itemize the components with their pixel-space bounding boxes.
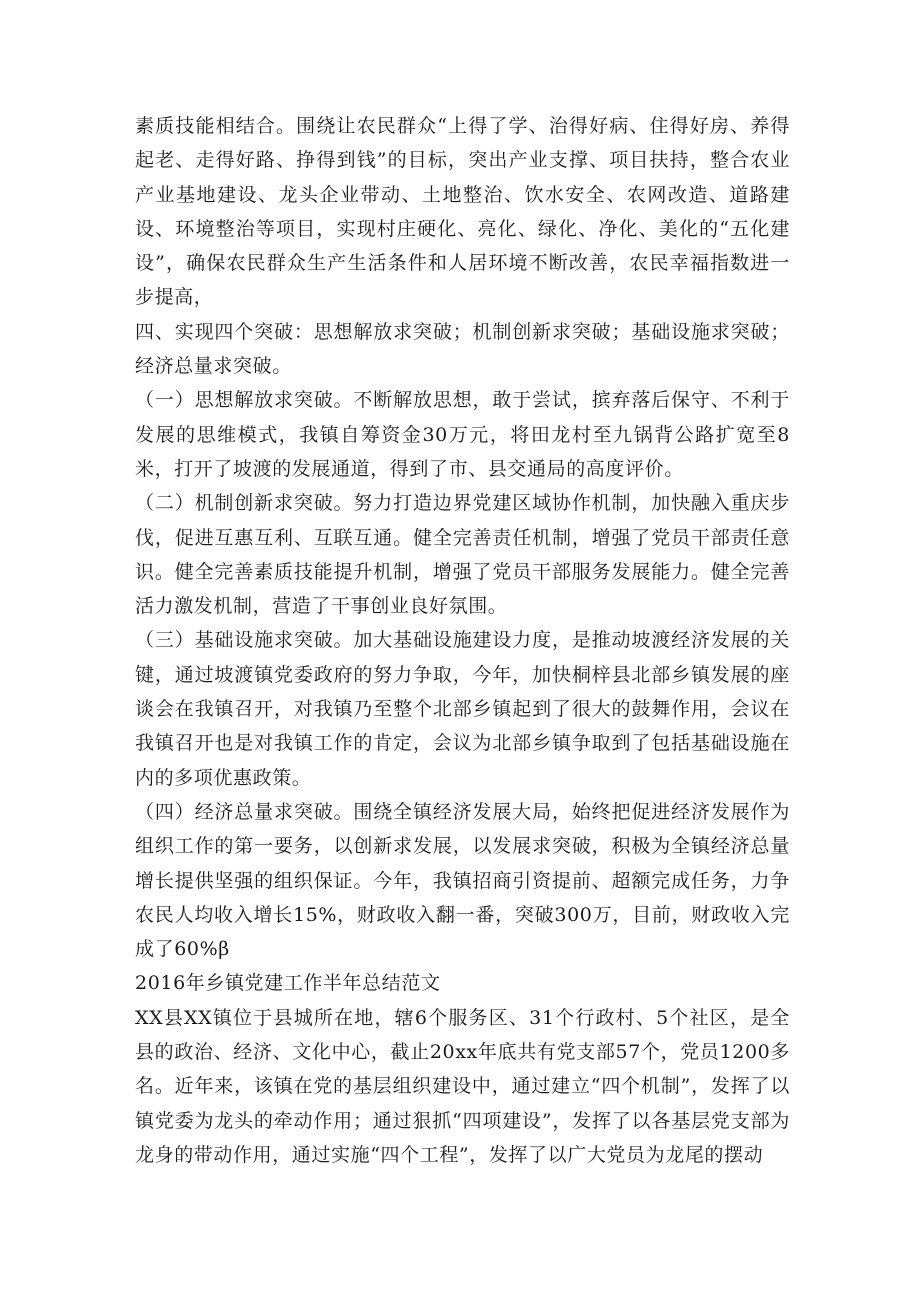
paragraph-town-overview: XX县XX镇位于县城所在地，辖6个服务区、31个行政村、5个社区，是全县的政治、经济、文化中心，截止20xx年底共有党支部57个，党员1200多名。近年来，该镇在党的基层组织建设中，通过建立“四个机制”，发挥了以镇党委为龙头的牵动作用；通过狠抓“四项建设”，发挥了以各基层党支部为龙身的带动作用，通过实施“四个工程”，发挥了以广大党员为龙尾的摆动 — [135, 1006, 790, 1166]
paragraph-thought-liberation: （一）思想解放求突破。不断解放思想，敢于尝试，摈弃落后保守、不利于发展的思维模式，我镇自筹资金30万元，将田龙村至九锅背公路扩宽至8米，打开了坡渡的发展通道，得到了市、县交通局的高度评价。 — [135, 389, 790, 480]
paragraph-infrastructure: （三）基础设施求突破。加大基础设施建设力度，是推动坡渡经济发展的关键，通过坡渡镇党委政府的努力争取，今年，加快桐梓县北部乡镇发展的座谈会在我镇召开，对我镇乃至整个北部乡镇起到了很大的鼓舞作用，会议在我镇召开也是对我镇工作的肯定，会议为北部乡镇争取到了包括基础设施在内的多项优惠政策。 — [135, 629, 790, 789]
document-page — [135, 109, 790, 1172]
paragraph-rural-development: 素质技能相结合。围绕让农民群众“上得了学、治得好病、住得好房、养得起老、走得好路、挣得到钱”的目标，突出产业支撑、项目扶持，整合农业产业基地建设、龙头企业带动、土地整治、饮水安全、农网改造、道路建设、环境整治等项目，实现村庄硬化、亮化、绿化、净化、美化的“五化建设”，确保农民群众生产生活条件和人居环境不断改善，农民幸福指数进一步提高， — [135, 115, 790, 309]
paragraph-economic-total: （四）经济总量求突破。围绕全镇经济发展大局，始终把促进经济发展作为组织工作的第一要务，以创新求发展，以发展求突破，积极为全镇经济总量增长提供坚强的组织保证。今年，我镇招商引资提前、超额完成任务，力争农民人均收入增长15%，财政收入翻一番，突破300万，目前，财政收入完成了60%β — [135, 800, 790, 961]
paragraph-mechanism-innovation: （二）机制创新求突破。努力打造边界党建区域协作机制，加快融入重庆步伐，促进互惠互利、互联互通。健全完善责任机制，增强了党员干部责任意识。健全完善素质技能提升机制，增强了党员干部服务发展能力。健全完善活力激发机制，营造了干事创业良好氛围。 — [135, 492, 790, 618]
article-title: 2016年乡镇党建工作半年总结范文 — [135, 972, 441, 995]
section-heading-four-breakthroughs: 四、实现四个突破：思想解放求突破；机制创新求突破；基础设施求突破；经济总量求突破。 — [135, 320, 790, 378]
